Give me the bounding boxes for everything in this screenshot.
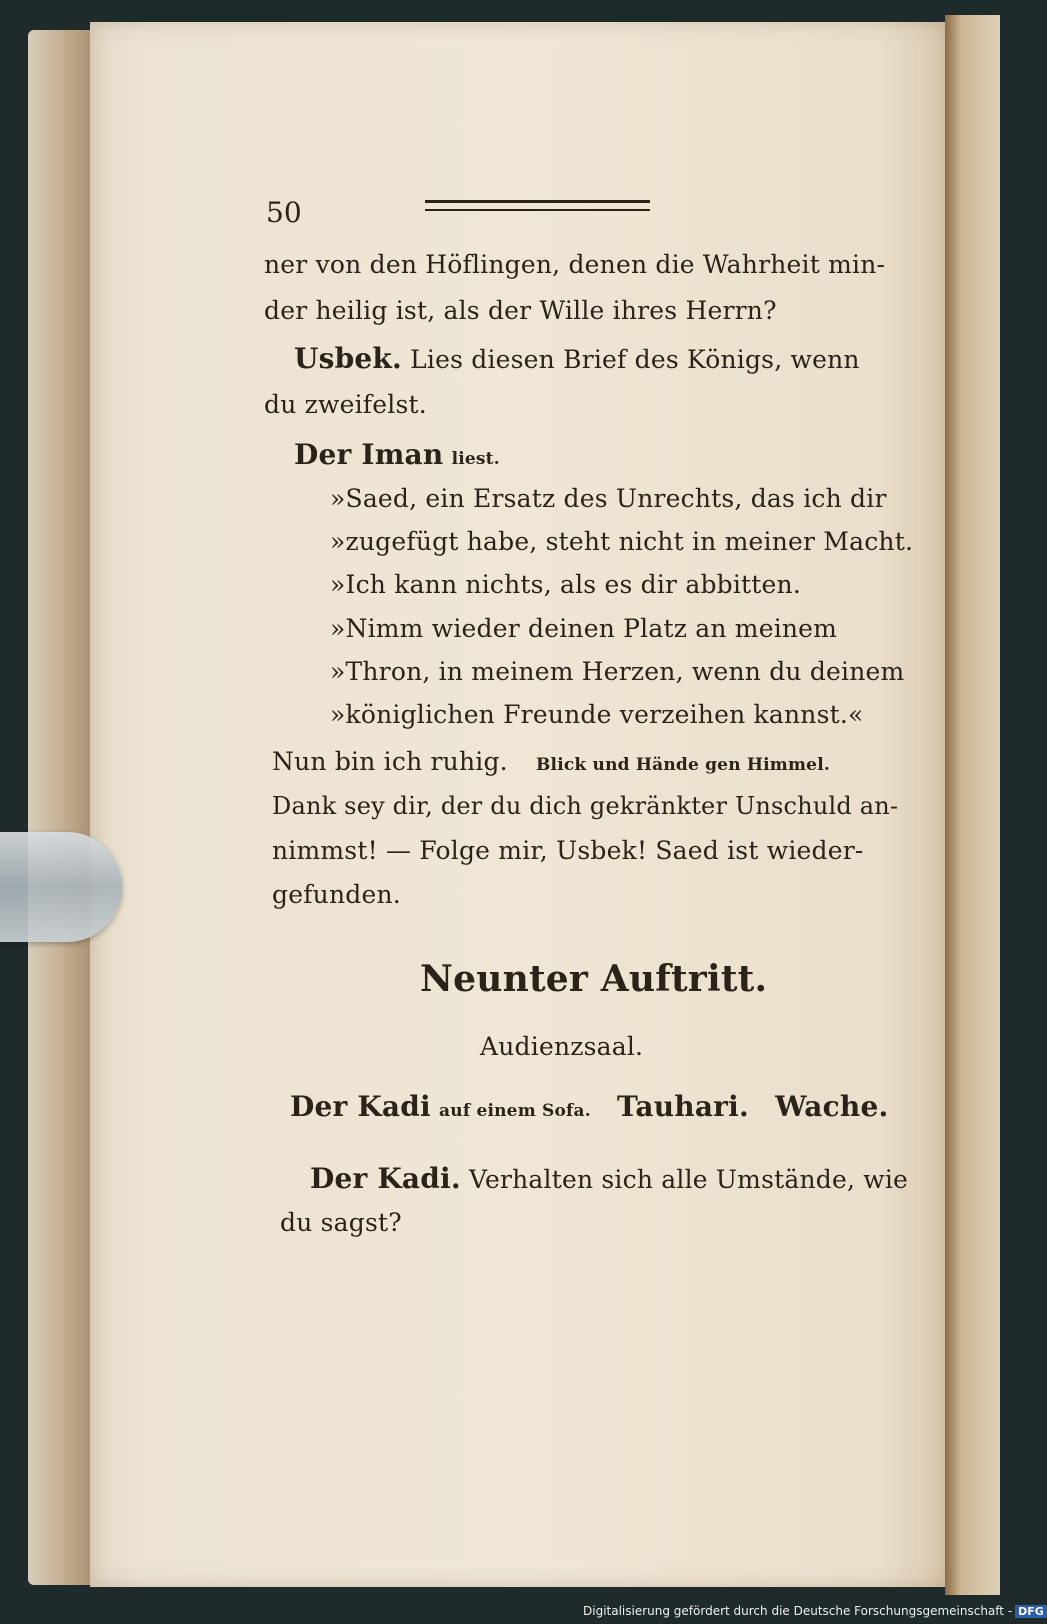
stage-direction-blick: Blick und Hände gen Himmel. bbox=[535, 755, 830, 775]
header-rule bbox=[425, 200, 650, 211]
kadi-line bbox=[310, 1162, 908, 1195]
letter-line-1: »Saed, ein Ersatz des Unrechts, das ich dir bbox=[330, 484, 887, 513]
footer-text: Digitalisierung gefördert durch die Deutsche Forschungsgemeinschaft - bbox=[583, 1604, 1013, 1618]
after-letter-line-4: gefunden. bbox=[272, 880, 401, 909]
letter-line-6: »königlichen Freunde verzeihen kannst.« bbox=[330, 700, 864, 729]
body-line-1: ner von den Höflingen, denen die Wahrheit min- bbox=[264, 250, 886, 279]
after-letter-line-2: Dank sey dir, der du dich gekränkter Unschuld an- bbox=[272, 792, 899, 820]
after-letter-line-3: nimmst! — Folge mir, Usbek! Saed ist wieder- bbox=[272, 836, 864, 865]
cast-kadi: Der Kadi bbox=[290, 1090, 431, 1123]
speaker-kadi: Der Kadi. bbox=[310, 1162, 461, 1195]
body-line-2: der heilig ist, als der Wille ihres Herrn? bbox=[264, 296, 777, 325]
cast-wache: Wache. bbox=[775, 1090, 889, 1123]
facing-page-edge bbox=[945, 15, 1000, 1595]
usbek-cont: du zweifelst. bbox=[264, 390, 427, 419]
cast-tauhari: Tauhari. bbox=[617, 1090, 749, 1123]
speaker-usbek: Usbek. bbox=[294, 342, 402, 375]
usbek-text: Lies diesen Brief des Königs, wenn bbox=[410, 345, 860, 374]
book-edge bbox=[28, 30, 98, 1585]
cast-line bbox=[290, 1090, 888, 1123]
after-letter-line bbox=[272, 747, 830, 776]
iman-line bbox=[294, 438, 500, 471]
kadi-cont: du sagst? bbox=[280, 1208, 402, 1237]
cast-stage: auf einem Sofa. bbox=[439, 1101, 591, 1121]
scene-heading: Neunter Auftritt. bbox=[420, 958, 768, 1000]
letter-line-2: »zugefügt habe, steht nicht in meiner Macht. bbox=[330, 527, 914, 556]
letter-line-4: »Nimm wieder deinen Platz an meinem bbox=[330, 614, 838, 643]
footer-credit bbox=[583, 1604, 1047, 1618]
letter-line-5: »Thron, in meinem Herzen, wenn du deinem bbox=[330, 657, 905, 686]
speaker-iman: Der Iman bbox=[294, 438, 444, 471]
scene-place: Audienzsaal. bbox=[480, 1032, 644, 1061]
page-number: 50 bbox=[266, 196, 302, 229]
dfg-logo: DFG bbox=[1015, 1605, 1047, 1618]
page-clip bbox=[0, 832, 122, 942]
kadi-text: Verhalten sich alle Umstände, wie bbox=[469, 1165, 909, 1194]
after-letter-text: Nun bin ich ruhig. bbox=[272, 747, 508, 776]
usbek-line bbox=[294, 342, 860, 375]
stage-direction-liest: liest. bbox=[451, 449, 500, 469]
letter-line-3: »Ich kann nichts, als es dir abbitten. bbox=[330, 570, 801, 599]
